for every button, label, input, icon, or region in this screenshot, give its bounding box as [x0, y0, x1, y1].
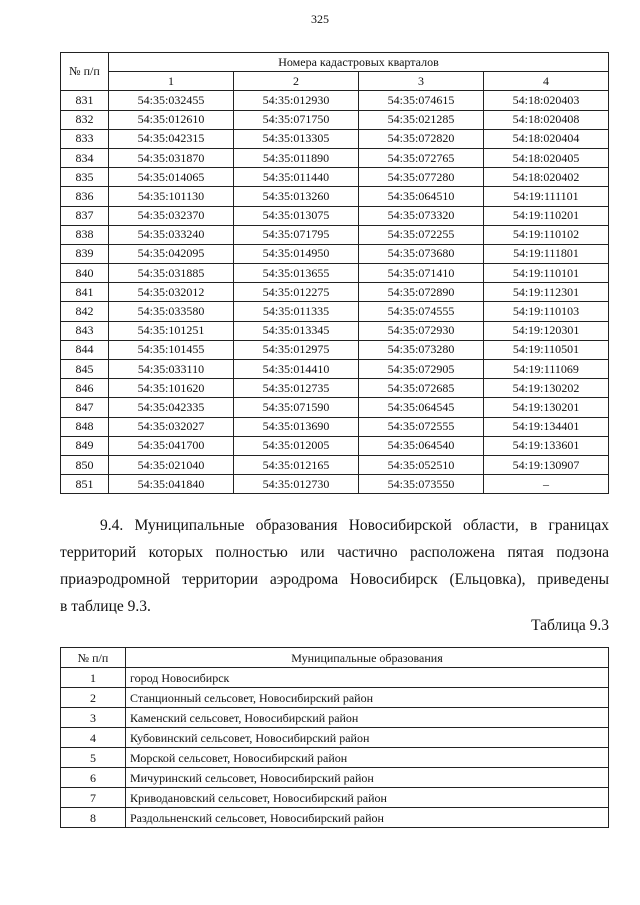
cadastral-number-cell: 54:35:033240: [109, 225, 234, 244]
row-number-cell: 850: [61, 455, 109, 474]
municipality-name-cell: Раздольненский сельсовет, Новосибирский район: [126, 808, 609, 828]
cadastral-number-cell: 54:18:020404: [484, 129, 609, 148]
row-number-cell: 7: [61, 788, 126, 808]
cadastral-number-cell: 54:35:041700: [109, 436, 234, 455]
row-number-cell: 841: [61, 283, 109, 302]
municipality-name-cell: Каменский сельсовет, Новосибирский район: [126, 708, 609, 728]
cadastral-number-cell: 54:35:012930: [234, 91, 359, 110]
cadastral-number-cell: 54:19:130202: [484, 379, 609, 398]
page-number: 325: [311, 12, 329, 26]
cadastral-number-cell: 54:35:074615: [359, 91, 484, 110]
cadastral-number-cell: 54:35:012005: [234, 436, 359, 455]
cadastral-number-cell: 54:35:014065: [109, 168, 234, 187]
cadastral-quarters-table: [60, 52, 609, 494]
table-row: [61, 264, 609, 283]
row-number-cell: 831: [61, 91, 109, 110]
table-row: [61, 436, 609, 455]
row-number-cell: 833: [61, 129, 109, 148]
table-row: [61, 668, 609, 688]
row-number-cell: 843: [61, 321, 109, 340]
cadastral-number-cell: 54:35:073280: [359, 340, 484, 359]
cadastral-number-cell: 54:35:032027: [109, 417, 234, 436]
table-row: [61, 244, 609, 263]
row-number-cell: 3: [61, 708, 126, 728]
municipality-name-cell: Криводановский сельсовет, Новосибирский район: [126, 788, 609, 808]
cadastral-number-cell: 54:19:110101: [484, 264, 609, 283]
cadastral-number-cell: 54:35:014410: [234, 360, 359, 379]
cadastral-number-cell: 54:35:012735: [234, 379, 359, 398]
row-number-cell: 851: [61, 475, 109, 494]
cadastral-number-cell: 54:35:021285: [359, 110, 484, 129]
cadastral-number-cell: 54:19:111101: [484, 187, 609, 206]
cadastral-group-header: Номера кадастровых кварталов: [109, 53, 609, 72]
column-header: 4: [484, 72, 609, 91]
cadastral-number-cell: 54:35:052510: [359, 455, 484, 474]
cadastral-number-cell: 54:35:073680: [359, 244, 484, 263]
row-number-cell: 847: [61, 398, 109, 417]
row-number-header: № п/п: [61, 53, 109, 91]
cadastral-number-cell: 54:35:072820: [359, 129, 484, 148]
cadastral-number-cell: 54:35:014950: [234, 244, 359, 263]
municipality-name-cell: Кубовинский сельсовет, Новосибирский район: [126, 728, 609, 748]
row-number-header: № п/п: [61, 648, 126, 668]
table-row: [61, 283, 609, 302]
table-row: [61, 688, 609, 708]
row-number-cell: 846: [61, 379, 109, 398]
cadastral-number-cell: 54:35:012275: [234, 283, 359, 302]
cadastral-number-cell: 54:35:013655: [234, 264, 359, 283]
cadastral-number-cell: 54:35:071750: [234, 110, 359, 129]
municipalities-table: [60, 647, 609, 828]
column-number-header-row: [61, 72, 609, 91]
row-number-cell: 839: [61, 244, 109, 263]
table-row: [61, 206, 609, 225]
table-row: [61, 398, 609, 417]
cadastral-number-cell: 54:35:041840: [109, 475, 234, 494]
row-number-cell: 836: [61, 187, 109, 206]
row-number-cell: 848: [61, 417, 109, 436]
row-number-cell: 844: [61, 340, 109, 359]
cadastral-number-cell: 54:19:110201: [484, 206, 609, 225]
column-header: 2: [234, 72, 359, 91]
paragraph-line: приаэродромной территории аэродрома Новосибирск (Ельцовка), приведены: [60, 571, 609, 588]
cadastral-number-cell: 54:35:101130: [109, 187, 234, 206]
cadastral-number-cell: 54:35:077280: [359, 168, 484, 187]
cadastral-number-cell: 54:35:042335: [109, 398, 234, 417]
cadastral-number-cell: 54:19:130907: [484, 455, 609, 474]
cadastral-number-cell: 54:35:073320: [359, 206, 484, 225]
cadastral-number-cell: 54:35:072555: [359, 417, 484, 436]
cadastral-number-cell: 54:35:073550: [359, 475, 484, 494]
table-row: [61, 321, 609, 340]
table-row: [61, 708, 609, 728]
row-number-cell: 6: [61, 768, 126, 788]
row-number-cell: 832: [61, 110, 109, 129]
cadastral-number-cell: 54:35:012730: [234, 475, 359, 494]
cadastral-number-cell: 54:35:033110: [109, 360, 234, 379]
table-row: [61, 360, 609, 379]
cadastral-number-cell: 54:19:112301: [484, 283, 609, 302]
cadastral-number-cell: 54:35:064510: [359, 187, 484, 206]
section-paragraph: [60, 512, 609, 620]
row-number-cell: 845: [61, 360, 109, 379]
cadastral-number-cell: 54:35:042315: [109, 129, 234, 148]
cadastral-number-cell: 54:35:071410: [359, 264, 484, 283]
table-row: [61, 187, 609, 206]
cadastral-number-cell: 54:19:130201: [484, 398, 609, 417]
cadastral-number-cell: 54:35:033580: [109, 302, 234, 321]
cadastral-number-cell: 54:35:013260: [234, 187, 359, 206]
row-number-cell: 837: [61, 206, 109, 225]
paragraph-line: территорий которых полностью или частично расположена пятая подзона: [60, 544, 609, 561]
cadastral-number-cell: 54:35:072930: [359, 321, 484, 340]
cadastral-number-cell: 54:19:111801: [484, 244, 609, 263]
table-row: [61, 475, 609, 494]
cadastral-number-cell: 54:35:072255: [359, 225, 484, 244]
cadastral-number-cell: 54:35:072890: [359, 283, 484, 302]
cadastral-number-cell: 54:18:020403: [484, 91, 609, 110]
row-number-cell: 834: [61, 148, 109, 167]
cadastral-number-cell: 54:35:064540: [359, 436, 484, 455]
row-number-cell: 840: [61, 264, 109, 283]
cadastral-number-cell: 54:19:133601: [484, 436, 609, 455]
municipality-name-cell: Станционный сельсовет, Новосибирский район: [126, 688, 609, 708]
cadastral-number-cell: 54:18:020402: [484, 168, 609, 187]
cadastral-number-cell: 54:35:013075: [234, 206, 359, 225]
cadastral-number-cell: 54:35:101620: [109, 379, 234, 398]
cadastral-number-cell: 54:35:101455: [109, 340, 234, 359]
cadastral-number-cell: 54:35:064545: [359, 398, 484, 417]
cadastral-number-cell: 54:35:011440: [234, 168, 359, 187]
cadastral-number-cell: 54:18:020405: [484, 148, 609, 167]
row-number-cell: 849: [61, 436, 109, 455]
table-row: [61, 91, 609, 110]
row-number-cell: 1: [61, 668, 126, 688]
cadastral-number-cell: 54:35:071590: [234, 398, 359, 417]
municipality-name-cell: Морской сельсовет, Новосибирский район: [126, 748, 609, 768]
cadastral-number-cell: 54:35:012975: [234, 340, 359, 359]
table-row: [61, 768, 609, 788]
table-row: [61, 148, 609, 167]
table-row: [61, 808, 609, 828]
table-row: [61, 302, 609, 321]
municipality-name-cell: Мичуринский сельсовет, Новосибирский район: [126, 768, 609, 788]
cadastral-number-cell: 54:35:031885: [109, 264, 234, 283]
cadastral-number-cell: 54:35:072905: [359, 360, 484, 379]
cadastral-number-cell: 54:35:032012: [109, 283, 234, 302]
cadastral-number-cell: 54:35:013345: [234, 321, 359, 340]
cadastral-number-cell: 54:35:013690: [234, 417, 359, 436]
municipality-name-cell: город Новосибирск: [126, 668, 609, 688]
table-row: [61, 417, 609, 436]
table-row: [61, 129, 609, 148]
cadastral-number-cell: 54:35:031870: [109, 148, 234, 167]
table-row: [61, 168, 609, 187]
cadastral-number-cell: 54:19:110103: [484, 302, 609, 321]
cadastral-number-cell: 54:35:012610: [109, 110, 234, 129]
cadastral-number-cell: 54:35:101251: [109, 321, 234, 340]
cadastral-number-cell: 54:35:013305: [234, 129, 359, 148]
table-caption: Таблица 9.3: [531, 617, 609, 634]
cadastral-number-cell: 54:19:120301: [484, 321, 609, 340]
row-number-cell: 842: [61, 302, 109, 321]
cadastral-number-cell: 54:35:072685: [359, 379, 484, 398]
cadastral-number-cell: –: [484, 475, 609, 494]
cadastral-number-cell: 54:35:021040: [109, 455, 234, 474]
column-header: 1: [109, 72, 234, 91]
cadastral-number-cell: 54:35:074555: [359, 302, 484, 321]
paragraph-line: 9.4. Муниципальные образования Новосибирской области, в границах: [100, 517, 609, 534]
cadastral-number-cell: 54:35:042095: [109, 244, 234, 263]
row-number-cell: 4: [61, 728, 126, 748]
cadastral-number-cell: 54:19:110501: [484, 340, 609, 359]
cadastral-number-cell: 54:35:072765: [359, 148, 484, 167]
column-header: 3: [359, 72, 484, 91]
table-row: [61, 728, 609, 748]
table-row: [61, 748, 609, 768]
row-number-cell: 835: [61, 168, 109, 187]
cadastral-number-cell: 54:19:134401: [484, 417, 609, 436]
table-row: [61, 379, 609, 398]
table-row: [61, 110, 609, 129]
cadastral-number-cell: 54:18:020408: [484, 110, 609, 129]
row-number-cell: 2: [61, 688, 126, 708]
municipalities-header: Муниципальные образования: [126, 648, 609, 668]
row-number-cell: 5: [61, 748, 126, 768]
row-number-cell: 8: [61, 808, 126, 828]
table-row: [61, 788, 609, 808]
table-row: [61, 340, 609, 359]
cadastral-number-cell: 54:35:032370: [109, 206, 234, 225]
cadastral-number-cell: 54:35:071795: [234, 225, 359, 244]
table-row: [61, 455, 609, 474]
table-row: [61, 225, 609, 244]
row-number-cell: 838: [61, 225, 109, 244]
cadastral-number-cell: 54:35:011890: [234, 148, 359, 167]
cadastral-number-cell: 54:19:110102: [484, 225, 609, 244]
cadastral-number-cell: 54:35:032455: [109, 91, 234, 110]
cadastral-number-cell: 54:19:111069: [484, 360, 609, 379]
cadastral-number-cell: 54:35:011335: [234, 302, 359, 321]
cadastral-number-cell: 54:35:012165: [234, 455, 359, 474]
paragraph-line: в таблице 9.3.: [60, 598, 151, 615]
